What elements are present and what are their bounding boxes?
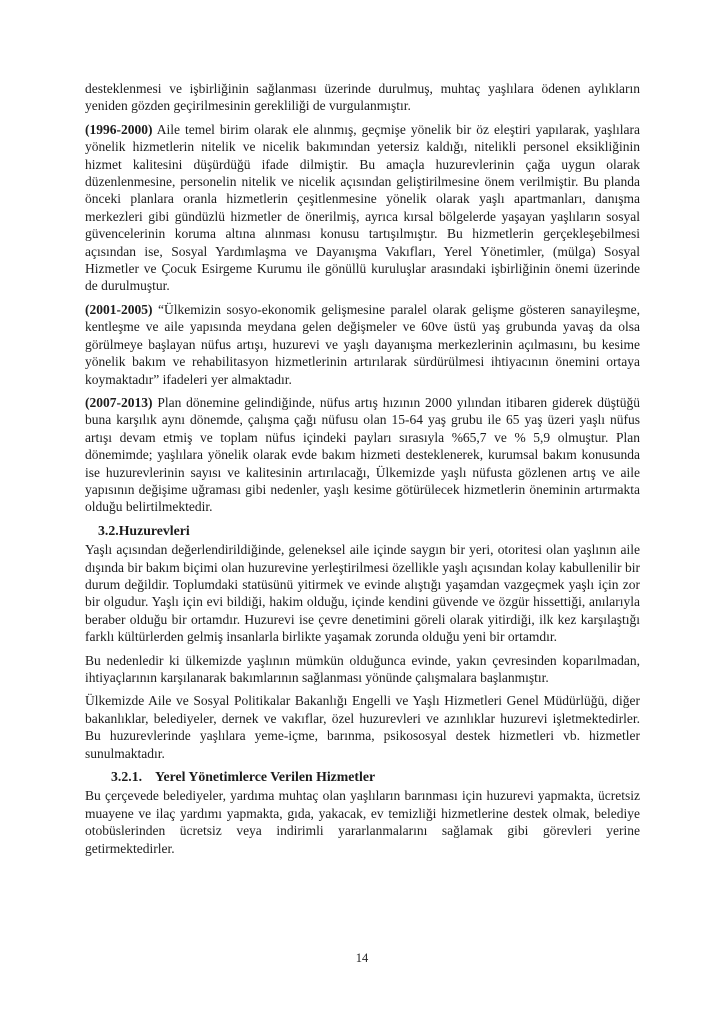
section-3-2-1-number: 3.2.1. — [111, 769, 143, 785]
plan-1996-2000-text: Aile temel birim olarak ele alınmış, geçmişe yönelik bir öz eleştiri yapılarak, yaşlılara yönelik hizmetlerin nitelik ve nicelik bakımından yetersiz kaldığı, nitelikli personel eksikliğinin hizmet kalitesini düşürdüğü ifade dilmiştir. Bu amaçla huzurevlerinin çağa uygun olarak düzenlenmesine, personelin nitelik ve nicelik açısından geliştirilmesine önem verilmiştir. Bu planda önceki planlara oranla hizmetlerin çeşitlenmesine yönelik olarak yaşlı apartmanları, danışma merkezleri gibi gündüzlü hizmetler de önerilmiş, ayrıca kırsal bölgelerde yaşayan yaşlıların sosyal güvencelerinin koruma altına alınması konusu tartışılmıştır. Bu hizmetlerin gerçekleşebilmesi açısından ise, Sosyal Yardımlaşma ve Dayanışma Vakıfları, Yerel Yönetimler, (mülga) Sosyal Hizmetler ve Çocuk Esirgeme Kurumu ile gönüllü kuruluşlar arasındaki işbirliğinin önemi üzerinde de durulmuştur. — [85, 121, 640, 294]
paragraph-intro-continuation: desteklenmesi ve işbirliğinin sağlanması üzerinde durulmuş, muhtaç yaşlılara ödenen aylıkların yeniden gözden geçirilmesinin gerekliliği de vurgulanmıştır. — [85, 81, 640, 114]
paragraph-huzurevleri-degerlendirme: Yaşlı açısından değerlendirildiğinde, geleneksel aile içinde saygın bir yeri, otoritesi olan yaşlının aile dışında bir bakım biçimi olan huzurevine yerleştirilmesi özellikle yaşlı açısından kolay kabullenilir bir durum değildir. Toplumdaki statüsünü yitirmek ve evinde alıştığı yaşamdan vazgeçmek yaşlı için zor bir olgudur. Yaşlı için evi bildiği, hakim olduğu, içinde kendini güvende ve özgür hissettiği, anılarıyla beraber olduğu bir ortamdır. Huzurevi ise çevre denetimini göreli olarak yitirdiği, ilk kez karşılaştığı farklı kültürlerden gelmiş insanlarla birlikte yaşamak zorunda olduğu yeni bir ortamdır. — [85, 542, 640, 645]
plan-2007-2013-text: Plan dönemine gelindiğinde, nüfus artış hızının 2000 yılından itibaren giderek düştüğü buna karşılık aynı dönemde, çalışma çağı nüfusu olan 15-64 yaş grubu ile 65 yaş üzeri yaşlı nüfus artışı devam etmiş ve toplam nüfus içindeki payları sırasıyla %65,7 ve % 5,9 olmuştur. Plan dönemimde; yaşlılara yönelik olarak evde bakım hizmeti desteklenerek, kurumsal bakım konusunda ise huzurevlerinin sayısı ve kalitesinin artırılacağı, Ülkemizde yaşlı nüfusta gözlenen artış ve aile yapısının değişime uğraması gibi nedenler, yaşlı kesime götürülecek hizmetlerin öneminin artırmakta olduğu belirtilmektedir. — [85, 394, 641, 515]
plan-2001-2005-label: (2001-2005) — [85, 301, 153, 317]
paragraph-plan-2007-2013 — [85, 394, 640, 516]
plan-2007-2013-label: (2007-2013) — [85, 394, 153, 410]
section-heading-3-2-huzurevleri: 3.2.Huzurevleri — [98, 522, 190, 538]
page-content — [85, 80, 640, 863]
plan-1996-2000-label: (1996-2000) — [85, 121, 153, 137]
paragraph-belediye-hizmetleri: Bu çerçevede belediyeler, yardıma muhtaç olan yaşlıların barınması için huzurevi yapmakta, ücretsiz muayene ve ilaç yardımı yapmakta, gıda, yakacak, ev temizliği hizmetlerine destek olmak, belediye otobüslerinden ücretsiz veya indirimli yararlanmalarını sağlamak gibi görevleri yerine getirmektedirler. — [85, 788, 640, 856]
paragraph-plan-1996-2000 — [85, 121, 640, 295]
paragraph-plan-2001-2005 — [85, 301, 640, 388]
page-number: 14 — [355, 951, 369, 965]
section-heading-3-2-1-yerel-yonetimler — [111, 768, 640, 785]
paragraph-evde-bakim-calismalari: Bu nedenledir ki ülkemizde yaşlının mümkün olduğunca evinde, yakın çevresinden koparılmadan, ihtiyaçlarının karşılanarak bakımlarının sağlanması yönünde çalışmalara başlanmıştır. — [85, 652, 640, 685]
plan-2001-2005-text: “Ülkemizin sosyo-ekonomik gelişmesine paralel olarak gelişme gösteren sanayileşme, kentleşme ve aile yapısında meydana gelen değişmeler ve 60ve üstü yaş grubunda yavaş da olsa görülmeye başlayan nüfus artışı, huzurevi ve yaşlı dayanışma merkezlerinin açılmasını, bu kesime yönelik bakım ve rehabilitasyon hizmetlerinin artırılarak sürdürülmesi ihtiyacının önemini ortaya koymaktadır” ifadeleri yer almaktadır. — [85, 301, 640, 387]
section-3-2-1-title: Yerel Yönetimlerce Verilen Hizmetler — [155, 769, 376, 785]
paragraph-huzurevi-isletenler: Ülkemizde Aile ve Sosyal Politikalar Bakanlığı Engelli ve Yaşlı Hizmetleri Genel Müdürlüğü, diğer bakanlıklar, belediyeler, dernek ve vakıflar, özel huzurevleri ve azınlıklar huzurevi işletmektedirler. Bu huzurevlerinde yaşlılara yeme-içme, barınma, psikososyal destek hizmetleri vb. hizmetler sunulmaktadır. — [85, 693, 640, 761]
